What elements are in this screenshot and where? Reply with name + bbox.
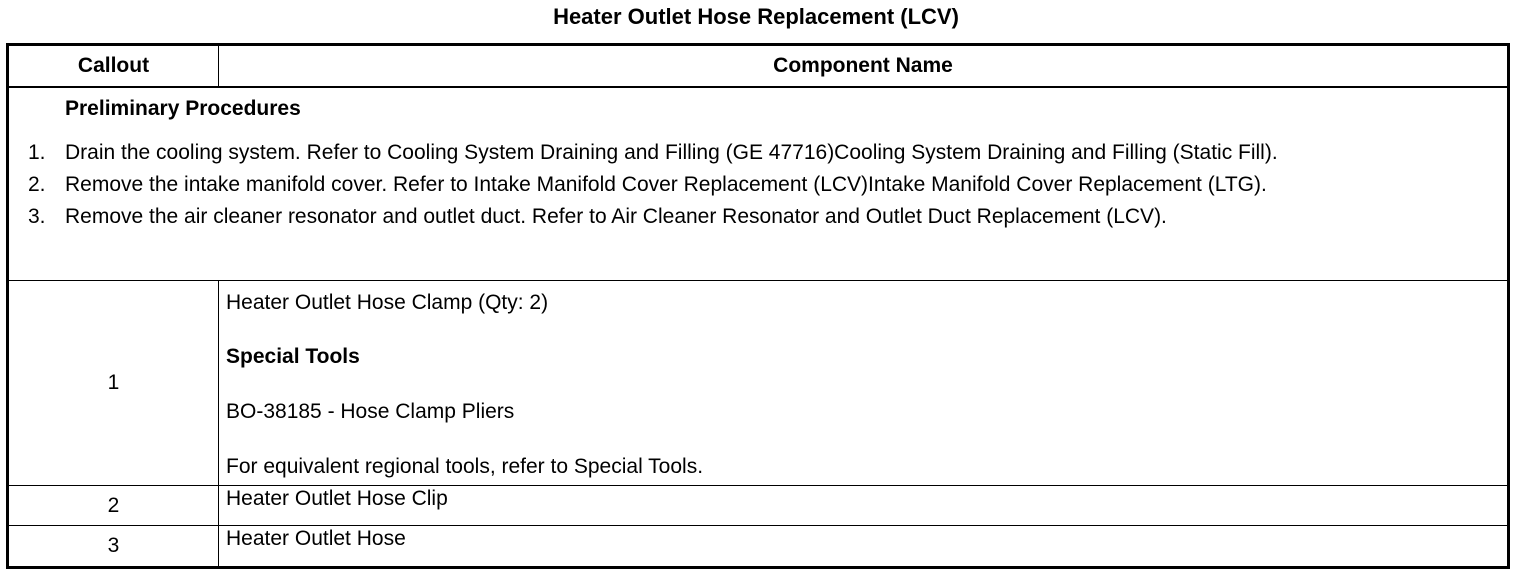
component-name: Heater Outlet Hose Clamp (Qty: 2) <box>226 291 549 314</box>
preliminary-steps <box>9 140 1507 230</box>
header-component-name: Component Name <box>219 45 1509 88</box>
step-text: Remove the intake manifold cover. Refer to Intake Manifold Cover Replacement (LCV)Intake Manifold Cover Replacement (LTG). <box>65 173 1267 196</box>
step-text: Drain the cooling system. Refer to Cooling System Draining and Filling (GE 47716)Cooling System Draining and Filling (Static Fill). <box>65 141 1278 164</box>
step-item <box>9 204 1507 230</box>
step-item <box>9 172 1507 198</box>
callout-cell: 2 <box>8 486 219 526</box>
table-row <box>8 486 1509 526</box>
callout-cell: 1 <box>8 281 219 486</box>
header-callout: Callout <box>8 45 219 88</box>
step-number: 1. <box>28 141 46 164</box>
component-name: Heater Outlet Hose <box>219 526 1509 568</box>
table-row <box>8 526 1509 568</box>
page-title: Heater Outlet Hose Replacement (LCV) <box>553 4 959 29</box>
component-cell <box>219 281 1509 486</box>
regional-tools-note: For equivalent regional tools, refer to Special Tools. <box>226 455 704 478</box>
special-tools-heading: Special Tools <box>226 345 360 368</box>
step-number: 2. <box>28 173 46 196</box>
step-text: Remove the air cleaner resonator and outlet duct. Refer to Air Cleaner Resonator and Outlet Duct Replacement (LCV). <box>65 205 1167 228</box>
step-item <box>9 140 1507 166</box>
preliminary-row <box>8 87 1509 281</box>
component-name: Heater Outlet Hose Clip <box>219 486 1509 526</box>
table-header-row <box>8 45 1509 88</box>
preliminary-title: Preliminary Procedures <box>65 97 301 120</box>
component-table <box>6 43 1510 569</box>
step-number: 3. <box>28 205 46 228</box>
table-row <box>8 281 1509 486</box>
preliminary-procedures <box>8 87 1509 281</box>
special-tool: BO-38185 - Hose Clamp Pliers <box>226 400 515 423</box>
callout-cell: 3 <box>8 526 219 568</box>
